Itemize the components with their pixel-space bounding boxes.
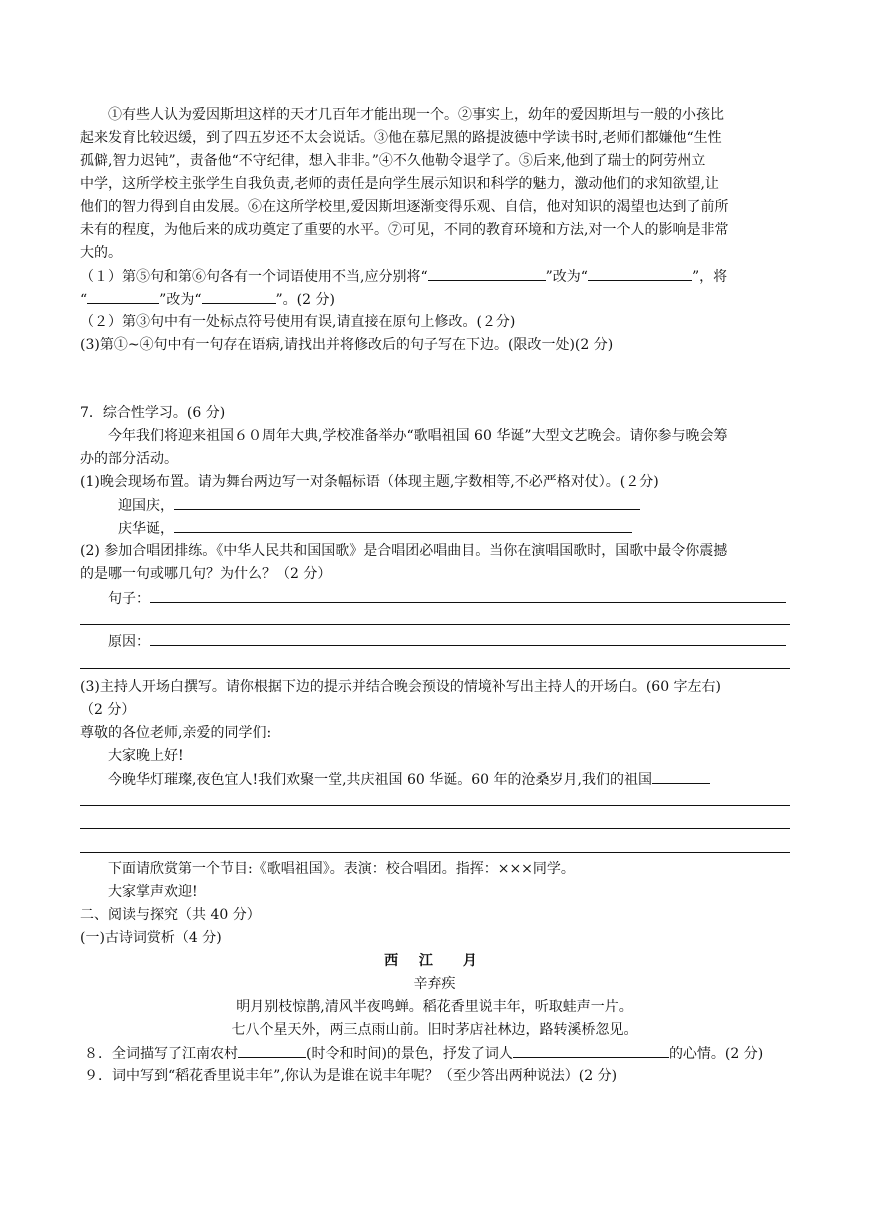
reason-answer[interactable]: [150, 630, 786, 646]
q6-sub1-text-a: （１）第⑤句和第⑥句各有一个词语使用不当,应分别将“: [80, 269, 428, 285]
q8-text-b: (时令和时间)的景色，抒发了词人: [306, 1046, 513, 1062]
q8-answer-2[interactable]: [513, 1042, 669, 1058]
opening-line: [108, 768, 790, 790]
q6-sub1-line1: [80, 265, 790, 287]
q8: [84, 1042, 794, 1064]
q6-sub1-line2: [80, 288, 790, 310]
answer-line[interactable]: [80, 828, 790, 829]
answer-blank-2[interactable]: [588, 265, 692, 281]
q7-sub2-line1: (2) 参加合唱团排练。《中华人民共和国国歌》是合唱团必唱曲目。当你在演唱国歌时，国歌中最令你震撼: [80, 543, 728, 559]
section-heading: 二、阅读与探究（共 40 分）: [80, 907, 261, 923]
sentence-answer[interactable]: [150, 587, 786, 603]
q6-sub3: (3)第①~④句中有一句存在语病,请找出并将修改后的句子写在下边。(限改一处)(2 分): [80, 337, 614, 353]
q7-intro-line1: 今年我们将迎来祖国６０周年大典,学校准备举办“歌唱祖国 60 华诞”大型文艺晚会。请你参与晚会筹: [108, 428, 728, 444]
q7-sub1: (1)晚会现场布置。请为舞台两边写一对条幅标语（体现主题,字数相等,不必严格对仗）。(２分): [80, 474, 659, 490]
q6-sub1-text-b: ”改为“: [545, 269, 588, 285]
answer-blank-3[interactable]: [87, 288, 159, 304]
passage-line-6: 未有的程度，为他后来的成功奠定了重要的水平。⑦可见，不同的教育环境和方法,对一个人的影响是非常: [80, 222, 729, 238]
answer-line[interactable]: [80, 668, 790, 669]
q7-intro-line2: 办的部分活动。: [80, 451, 178, 467]
answer-line[interactable]: [80, 624, 790, 625]
q6-sub1-text-f: ”。(2 分): [275, 292, 335, 308]
banner-answer-1[interactable]: [174, 494, 640, 510]
banner-line-1: [118, 494, 718, 516]
poem-line-1: 明月别枝惊鹊,清风半夜鸣蝉。稻花香里说丰年，听取蛙声一片。: [236, 999, 633, 1015]
passage-line-2: 起来发育比较迟缓，到了四五岁还不太会说话。③他在慕尼黑的路提波德中学读书时,老师们都嫌他“生性: [80, 130, 722, 146]
banner-label-1: 迎国庆，: [118, 498, 174, 514]
q8-text-c: 的心情。(2 分): [668, 1046, 764, 1062]
applause-line: 大家掌声欢迎!: [108, 884, 198, 900]
answer-blank-4[interactable]: [202, 288, 276, 304]
answer-line[interactable]: [80, 852, 790, 853]
reason-row: [108, 630, 790, 652]
q6-sub1-text-c: ”，将: [691, 269, 728, 285]
banner-label-2: 庆华诞，: [118, 521, 174, 537]
q6-sub1-text-d: “: [80, 292, 88, 308]
q8-text-a: ８．全词描写了江南农村: [84, 1046, 238, 1062]
q7-sub3-line2: （2 分）: [80, 702, 136, 718]
poem-title: 西 江 月: [384, 953, 485, 969]
banner-line-2: [118, 517, 718, 539]
q6-sub2: （２）第③句中有一处标点符号使用有误,请直接在原句上修改。(２分): [80, 314, 516, 330]
subsection-heading: (一)古诗词赏析（4 分): [80, 930, 222, 946]
sentence-row: [108, 587, 790, 609]
reason-label: 原因：: [108, 634, 150, 650]
evening-greeting: 大家晚上好!: [108, 748, 184, 764]
poem-line-2: 七八个星天外，两三点雨山前。旧时茅店社林边，路转溪桥忽见。: [231, 1022, 638, 1038]
q9: ９．词中写到“稻花香里说丰年”,你认为是谁在说丰年呢？（至少答出两种说法）(2 分): [84, 1068, 618, 1084]
banner-answer-2[interactable]: [174, 517, 632, 533]
q7-sub3-line1: (3)主持人开场白撰写。请你根据下边的提示并结合晚会预设的情境补写出主持人的开场白。(60 字左右): [80, 679, 722, 695]
answer-blank-1[interactable]: [428, 265, 546, 281]
passage-line-5: 他们的智力得到自由发展。⑥在这所学校里,爱因斯坦逐渐变得乐观、自信，他对知识的渴望也达到了前所: [80, 199, 729, 215]
passage-line-7: 大的。: [80, 245, 122, 261]
program-announcement: 下面请欣赏第一个节目:《歌唱祖国》。表演：校合唱团。指挥：×××同学。: [108, 861, 575, 877]
greeting: 尊敬的各位老师,亲爱的同学们:: [80, 725, 272, 741]
passage-line-4: 中学，这所学校主张学生自我负责,老师的责任是向学生展示知识和科学的魅力，激动他们的求知欲望,让: [80, 176, 719, 192]
poem-author: 辛弃疾: [413, 976, 456, 992]
sentence-label: 句子：: [108, 591, 150, 607]
q8-answer-1[interactable]: [238, 1042, 306, 1058]
opening-answer[interactable]: [652, 768, 710, 784]
q6-sub1-text-e: ”改为“: [159, 292, 202, 308]
passage-line-1: ①有些人认为爱因斯坦这样的天才几百年才能出现一个。②事实上，幼年的爱因斯坦与一般的小孩比: [108, 107, 724, 123]
answer-line[interactable]: [80, 805, 790, 806]
passage-line-3: 孤僻,智力迟钝”，责备他“不守纪律，想入非非。”④不久他勒令退学了。⑤后来,他到了瑞士的阿劳州立: [80, 153, 706, 169]
q7-sub2-line2: 的是哪一句或哪几句？为什么？（2 分）: [80, 566, 332, 582]
opening-text: 今晚华灯璀璨,夜色宜人!我们欢聚一堂,共庆祖国 60 华诞。60 年的沧桑岁月,我们的祖国: [108, 772, 652, 788]
q7-heading: 7．综合性学习。(6 分): [80, 405, 226, 421]
